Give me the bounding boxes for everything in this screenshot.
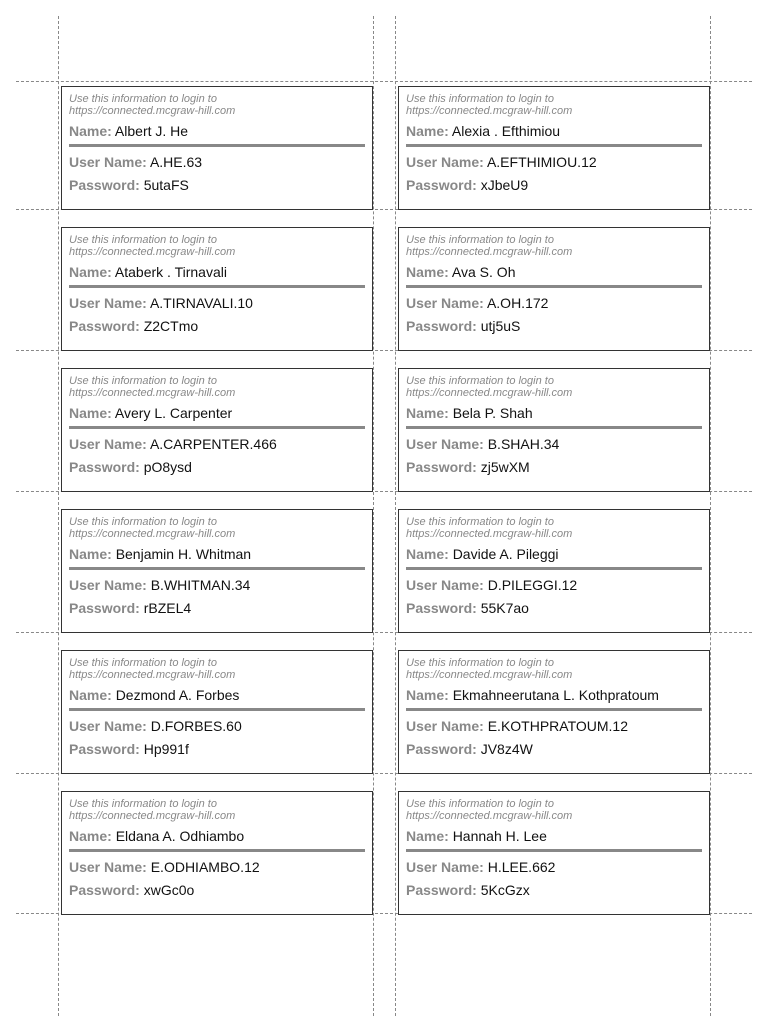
name-value: Alexia . Efthimiou [451,123,561,139]
name-label: Name: [69,546,112,562]
name-row [406,827,702,845]
login-url: https://connected.mcgraw-hill.com [406,810,573,822]
name-value: Bela P. Shah [452,405,533,421]
username-row [406,717,702,735]
username-row [69,717,365,735]
name-label: Name: [406,687,449,703]
name-label: Name: [69,687,112,703]
cut-guide-vertical [58,16,59,1016]
name-label: Name: [69,123,112,139]
login-card [61,791,373,915]
name-value: Benjamin H. Whitman [115,546,252,562]
divider [69,567,365,570]
name-value: Hannah H. Lee [452,828,547,844]
name-value: Ava S. Oh [451,264,516,280]
login-instructions: Use this information to login to [69,375,217,387]
username-value: B.WHITMAN.34 [150,577,251,593]
password-value: pO8ysd [143,459,192,475]
divider [406,426,702,429]
username-value: E.ODHIAMBO.12 [150,859,260,875]
username-label: User Name: [69,154,147,170]
name-label: Name: [406,264,449,280]
name-value: Dezmond A. Forbes [115,687,240,703]
login-instructions: Use this information to login to [406,798,554,810]
login-url: https://connected.mcgraw-hill.com [406,387,573,399]
divider [406,567,702,570]
username-label: User Name: [69,295,147,311]
name-row [69,827,365,845]
password-value: Z2CTmo [143,318,199,334]
username-value: H.LEE.662 [487,859,556,875]
divider [69,285,365,288]
login-instructions: Use this information to login to [69,798,217,810]
username-label: User Name: [406,859,484,875]
login-instructions: Use this information to login to [406,93,554,105]
cut-guide-horizontal [16,81,752,82]
password-label: Password: [69,318,140,334]
login-url: https://connected.mcgraw-hill.com [406,105,573,117]
divider [406,849,702,852]
name-row [69,263,365,281]
name-value: Davide A. Pileggi [452,546,559,562]
password-label: Password: [69,600,140,616]
name-label: Name: [69,405,112,421]
name-label: Name: [406,546,449,562]
password-label: Password: [406,600,477,616]
password-value: rBZEL4 [143,600,192,616]
password-label: Password: [69,459,140,475]
login-instructions: Use this information to login to [69,516,217,528]
name-value: Ataberk . Tirnavali [114,264,227,280]
login-instructions: Use this information to login to [69,93,217,105]
password-value: xwGc0o [143,882,195,898]
username-row [69,153,365,171]
login-url: https://connected.mcgraw-hill.com [69,105,236,117]
login-url: https://connected.mcgraw-hill.com [406,528,573,540]
password-row [406,176,702,194]
username-value: E.KOTHPRATOUM.12 [487,718,629,734]
password-row [69,599,365,617]
divider [69,849,365,852]
username-row [406,153,702,171]
name-label: Name: [406,123,449,139]
name-row [406,545,702,563]
login-instructions: Use this information to login to [69,657,217,669]
name-label: Name: [69,828,112,844]
password-row [69,317,365,335]
cut-guide-vertical [710,16,711,1016]
name-label: Name: [406,828,449,844]
password-label: Password: [69,741,140,757]
login-card [61,227,373,351]
password-label: Password: [406,459,477,475]
name-row [406,404,702,422]
name-label: Name: [406,405,449,421]
password-label: Password: [406,741,477,757]
name-row [69,404,365,422]
username-value: B.SHAH.34 [487,436,560,452]
name-value: Eldana A. Odhiambo [115,828,245,844]
username-label: User Name: [406,436,484,452]
username-row [406,858,702,876]
password-row [69,881,365,899]
password-row [406,881,702,899]
username-value: D.FORBES.60 [150,718,242,734]
login-instructions: Use this information to login to [406,516,554,528]
name-row [69,122,365,140]
password-label: Password: [406,882,477,898]
login-card [398,791,710,915]
login-card [61,86,373,210]
divider [406,144,702,147]
username-label: User Name: [69,859,147,875]
password-label: Password: [69,177,140,193]
username-label: User Name: [69,577,147,593]
cut-guide-vertical [395,16,396,1016]
username-value: A.OH.172 [486,295,549,311]
username-row [69,576,365,594]
name-row [406,686,702,704]
login-instructions: Use this information to login to [69,234,217,246]
login-url: https://connected.mcgraw-hill.com [69,810,236,822]
username-row [69,435,365,453]
name-value: Avery L. Carpenter [114,405,233,421]
username-row [69,294,365,312]
username-label: User Name: [406,718,484,734]
password-value: 5utaFS [143,177,189,193]
username-value: A.TIRNAVALI.10 [149,295,253,311]
password-value: JV8z4W [480,741,533,757]
password-value: 5KcGzx [480,882,530,898]
username-value: A.HE.63 [149,154,203,170]
login-card [398,86,710,210]
login-instructions: Use this information to login to [406,234,554,246]
divider [69,426,365,429]
username-label: User Name: [406,154,484,170]
login-card [398,368,710,492]
username-label: User Name: [69,718,147,734]
login-url: https://connected.mcgraw-hill.com [69,387,236,399]
username-row [406,294,702,312]
username-value: D.PILEGGI.12 [487,577,578,593]
password-value: xJbeU9 [480,177,529,193]
password-row [69,458,365,476]
username-row [406,435,702,453]
password-row [69,740,365,758]
password-row [406,458,702,476]
username-label: User Name: [406,577,484,593]
password-row [69,176,365,194]
username-value: A.CARPENTER.466 [149,436,277,452]
login-url: https://connected.mcgraw-hill.com [406,246,573,258]
login-url: https://connected.mcgraw-hill.com [406,669,573,681]
login-card [61,368,373,492]
password-value: utj5uS [480,318,521,334]
password-row [406,599,702,617]
password-row [406,317,702,335]
username-row [69,858,365,876]
divider [69,144,365,147]
username-value: A.EFTHIMIOU.12 [486,154,597,170]
password-value: zj5wXM [480,459,530,475]
username-row [406,576,702,594]
password-label: Password: [69,882,140,898]
login-instructions: Use this information to login to [406,375,554,387]
name-row [406,263,702,281]
login-card [61,509,373,633]
login-url: https://connected.mcgraw-hill.com [69,528,236,540]
username-label: User Name: [69,436,147,452]
divider [406,285,702,288]
password-row [406,740,702,758]
login-card [61,650,373,774]
login-card [398,650,710,774]
name-value: Albert J. He [114,123,189,139]
login-url: https://connected.mcgraw-hill.com [69,669,236,681]
name-label: Name: [69,264,112,280]
divider [69,708,365,711]
name-row [406,122,702,140]
login-card [398,509,710,633]
password-label: Password: [406,177,477,193]
password-value: Hp991f [143,741,189,757]
name-row [69,545,365,563]
login-instructions: Use this information to login to [406,657,554,669]
cut-guide-vertical [373,16,374,1016]
login-card [398,227,710,351]
password-value: 55K7ao [480,600,529,616]
name-row [69,686,365,704]
name-value: Ekmahneerutana L. Kothpratoum [452,687,659,703]
divider [406,708,702,711]
username-label: User Name: [406,295,484,311]
login-url: https://connected.mcgraw-hill.com [69,246,236,258]
password-label: Password: [406,318,477,334]
